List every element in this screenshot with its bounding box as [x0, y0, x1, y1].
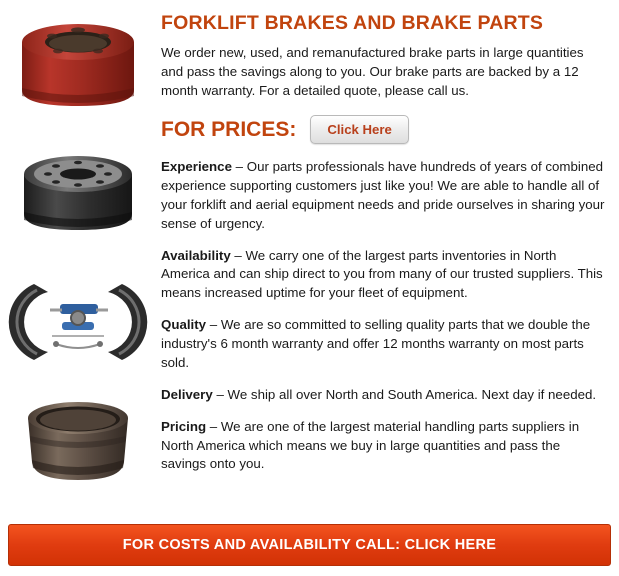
red-brake-drum-photo	[3, 8, 153, 132]
feature-experience-text: – Our parts professionals have hundreds of years of combined experience supporting customers just like you! We are able to handle all of your forklift and aerial equipment needs and pride ourselves in sharing your sense of urgency.	[161, 159, 605, 231]
feature-availability	[161, 247, 605, 304]
brake-shoe-set-photo	[3, 260, 153, 384]
feature-pricing-heading: Pricing	[161, 418, 207, 434]
feature-experience-heading: Experience	[161, 159, 232, 175]
intro-paragraph: We order new, used, and remanufactured brake parts in large quantities and pass the savings along to you. Our brake parts are backed by a 12 month warranty. For a detailed quote, please call us.	[161, 45, 584, 99]
click-here-button[interactable]: Click Here	[310, 115, 409, 144]
feature-pricing	[161, 418, 605, 475]
feature-quality-text: – We are so committed to selling quality parts that we double the industry's 6 month warranty and offer 12 months warranty on most parts sold.	[161, 317, 591, 370]
red-brake-drum-graphic	[8, 14, 148, 126]
for-prices-label: FOR PRICES:	[161, 118, 297, 142]
bare-brake-drum-graphic	[8, 392, 148, 504]
for-prices-row	[161, 115, 605, 144]
feature-delivery	[161, 386, 605, 405]
footer-cta-label: FOR COSTS AND AVAILABILITY CALL: CLICK HERE	[122, 537, 497, 553]
feature-delivery-text: – We ship all over North and South America. Next day if needed.	[212, 386, 597, 402]
feature-quality-heading: Quality	[161, 317, 207, 333]
brake-shoe-set-graphic	[4, 266, 152, 378]
feature-experience	[161, 158, 605, 234]
product-image-column	[0, 6, 155, 512]
bare-brake-drum-photo	[3, 386, 153, 510]
footer-cta-bar[interactable]	[8, 524, 611, 566]
feature-delivery-heading: Delivery	[161, 386, 213, 402]
content-column	[155, 6, 619, 512]
feature-pricing-text: – We are one of the largest material handling parts suppliers in North America which means we buy in large quantities and pass the savings onto you.	[161, 418, 580, 472]
black-brake-drum-photo	[3, 134, 153, 258]
feature-quality	[161, 316, 605, 373]
black-brake-drum-graphic	[8, 140, 148, 252]
feature-availability-text: – We carry one of the largest parts inventories in North America and can ship direct to you from many of our trusted suppliers. This means increased uptime for your fleet of equipment.	[161, 247, 603, 301]
page-title: FORKLIFT BRAKES AND BRAKE PARTS	[161, 12, 544, 34]
feature-availability-heading: Availability	[161, 247, 231, 263]
